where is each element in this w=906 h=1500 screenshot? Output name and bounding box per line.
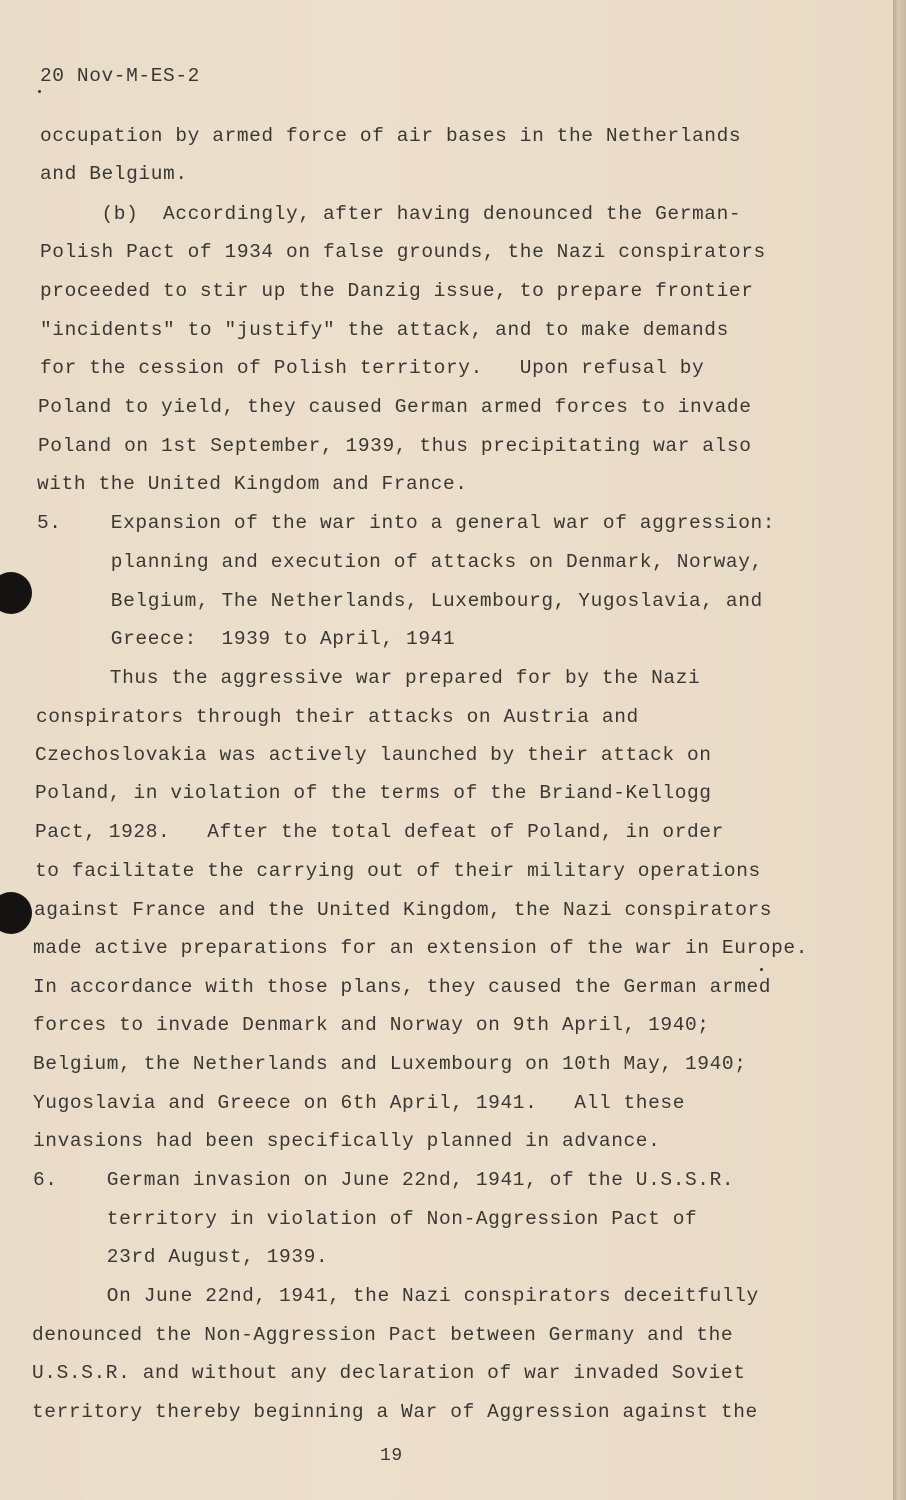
ink-speck: [38, 90, 41, 93]
text-line: Yugoslavia and Greece on 6th April, 1941. All these: [33, 1092, 686, 1114]
text-line: U.S.S.R. and without any declaration of war invaded Soviet: [32, 1362, 746, 1384]
text-line: Poland, in violation of the terms of the Briand-Kellogg: [35, 782, 712, 804]
text-line: and Belgium.: [40, 163, 188, 185]
text-line: In accordance with those plans, they caused the German armed: [33, 976, 772, 998]
document-reference: 20 Nov-M-ES-2: [40, 65, 200, 87]
numbered-heading: 5. Expansion of the war into a general war of aggression:: [37, 512, 776, 534]
text-line: forces to invade Denmark and Norway on 9th April, 1940;: [33, 1014, 710, 1036]
text-line: Czechoslovakia was actively launched by their attack on: [35, 744, 712, 766]
text-line: with the United Kingdom and France.: [37, 473, 468, 495]
ink-speck: [760, 968, 763, 971]
page-edge: [893, 0, 906, 1500]
text-line: (b) Accordingly, after having denounced the German-: [40, 203, 742, 225]
text-line: Belgium, the Netherlands and Luxembourg on 10th May, 1940;: [33, 1053, 747, 1075]
text-line: On June 22nd, 1941, the Nazi conspirators deceitfully: [33, 1285, 759, 1307]
text-line: planning and execution of attacks on Denmark, Norway,: [37, 551, 763, 573]
text-line: 23rd August, 1939.: [33, 1246, 329, 1268]
numbered-heading: 6. German invasion on June 22nd, 1941, of the U.S.S.R.: [33, 1169, 735, 1191]
text-line: Thus the aggressive war prepared for by the Nazi: [36, 667, 701, 689]
text-line: invasions had been specifically planned in advance.: [33, 1130, 661, 1152]
text-line: "incidents" to "justify" the attack, and to make demands: [40, 319, 729, 341]
text-line: denounced the Non-Aggression Pact between Germany and the: [32, 1324, 734, 1346]
text-line: conspirators through their attacks on Austria and: [36, 706, 639, 728]
text-line: territory thereby beginning a War of Aggression against the: [32, 1401, 758, 1423]
text-line: occupation by armed force of air bases in the Netherlands: [40, 125, 742, 147]
text-line: Poland to yield, they caused German armed forces to invade: [38, 396, 752, 418]
page-number: 19: [380, 1446, 403, 1466]
text-line: Belgium, The Netherlands, Luxembourg, Yugoslavia, and: [37, 590, 763, 612]
text-line: territory in violation of Non-Aggression Pact of: [33, 1208, 698, 1230]
text-line: proceeded to stir up the Danzig issue, to prepare frontier: [40, 280, 754, 302]
text-line: Pact, 1928. After the total defeat of Poland, in order: [35, 821, 724, 843]
text-line: for the cession of Polish territory. Upon refusal by: [40, 357, 705, 379]
text-line: Greece: 1939 to April, 1941: [37, 628, 456, 650]
text-line: to facilitate the carrying out of their military operations: [35, 860, 761, 882]
text-line: against France and the United Kingdom, the Nazi conspirators: [34, 899, 773, 921]
text-line: Poland on 1st September, 1939, thus precipitating war also: [38, 435, 752, 457]
text-line: Polish Pact of 1934 on false grounds, the Nazi conspirators: [40, 241, 766, 263]
text-line: made active preparations for an extension of the war in Europe.: [33, 937, 809, 959]
